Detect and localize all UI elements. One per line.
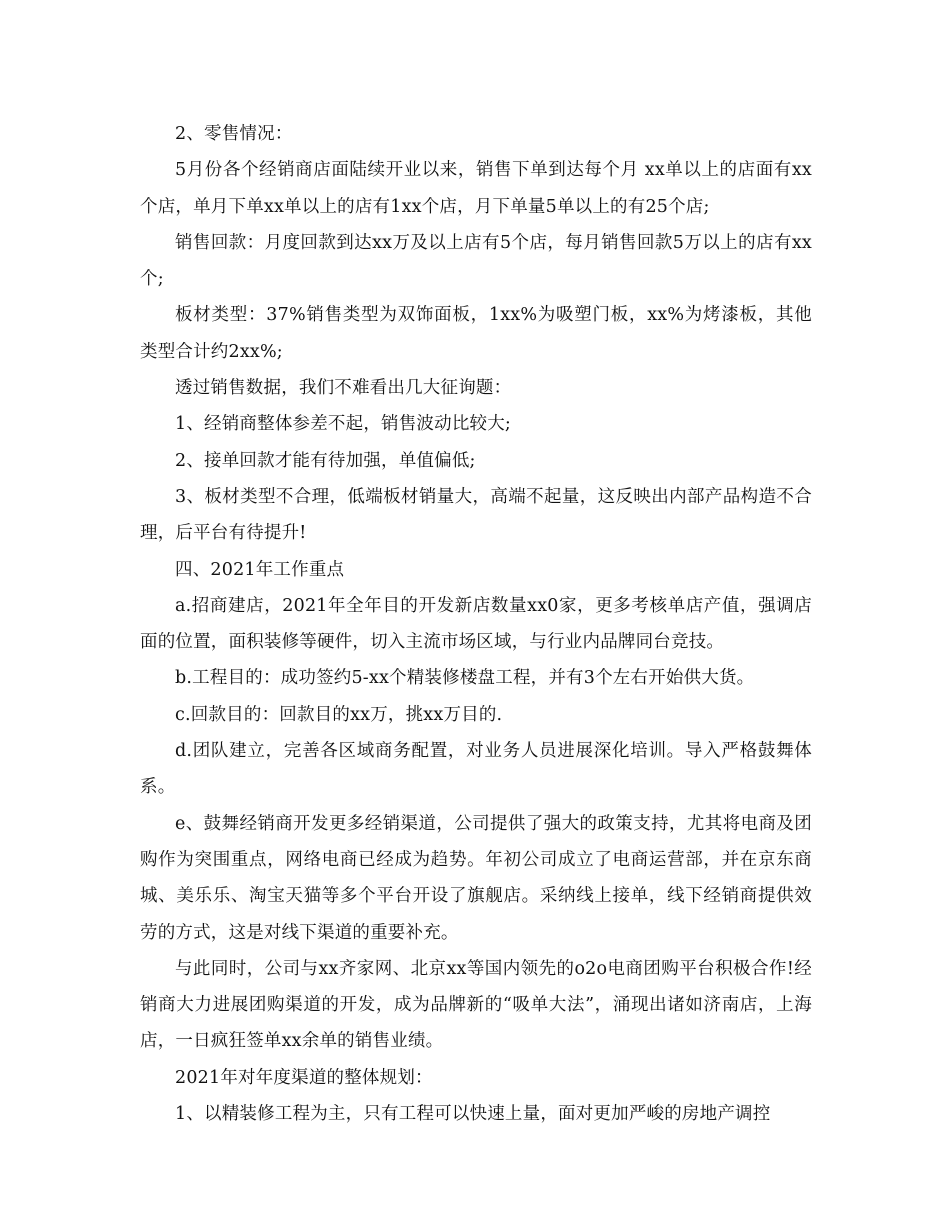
paragraph-group-buying: 与此同时，公司与xx齐家网、北京xx等国内领先的o2o电商团购平台积极合作!经销商大力进展团购渠道的开发，成为品牌新的“吸单大法”，涌现出诸如济南店，上海店，一日疯狂签单xx余单的销售业绩。	[140, 958, 812, 1052]
paragraph-retail-heading: 2、零售情况：	[175, 124, 293, 144]
document-body	[140, 116, 812, 1132]
paragraph-problem-1: 1、经销商整体参差不起，销售波动比较大;	[175, 414, 512, 435]
paragraph-focus-e: e、鼓舞经销商开发更多经销渠道，公司提供了强大的政策支持，尤其将电商及团购作为突围重点，网络电商已经成为趋势。年初公司成立了电商运营部，并在京东商城、美乐乐、淘宝天猫等多个平台开设了旗舰店。采纳线上接单，线下经销商提供效劳的方式，这是对线下渠道的重要补充。	[140, 813, 812, 943]
section-heading-2021-focus: 四、2021年工作重点	[175, 559, 345, 580]
paragraph-problems-intro: 透过销售数据，我们不难看出几大征询题：	[175, 378, 512, 399]
paragraph-focus-c: c.回款目的：回款目的xx万，挑xx万目的.	[175, 704, 503, 725]
paragraph-plan-1: 1、以精装修工程为主，只有工程可以快速上量，面对更加严峻的房地产调控	[175, 1104, 771, 1125]
paragraph-problem-3: 3、板材类型不合理，低端板材销量大，高端不起量，这反映出内部产品构造不合理，后平台有待提升!	[140, 486, 812, 544]
paragraph-store-orders: 5月份各个经销商店面陆续开业以来，销售下单到达每个月 xx单以上的店面有xx个店，单月下单xx单以上的店有1xx个店，月下单量5单以上的有25个店;	[140, 160, 812, 217]
paragraph-channel-plan-heading: 2021年对年度渠道的整体规划：	[175, 1067, 433, 1088]
paragraph-focus-a: a.招商建店，2021年全年目的开发新店数量xx0家，更多考核单店产值，强调店面的位置，面积装修等硬件，切入主流市场区域，与行业内品牌同台竞技。	[140, 595, 812, 653]
paragraph-focus-d: d.团队建立，完善各区域商务配置，对业务人员进展深化培训。导入严格鼓舞体系。	[140, 741, 812, 798]
paragraph-board-types: 板材类型：37%销售类型为双饰面板，1xx%为吸塑门板，xx%为烤漆板，其他类型合计约2xx%;	[140, 305, 812, 362]
paragraph-focus-b: b.工程目的：成功签约5-xx个精装修楼盘工程，并有3个左右开始供大货。	[175, 668, 755, 689]
paragraph-problem-2: 2、接单回款才能有待加强，单值偏低;	[175, 450, 476, 471]
paragraph-sales-payment: 销售回款：月度回款到达xx万及以上店有5个店，每月销售回款5万以上的店有xx个;	[140, 232, 812, 290]
